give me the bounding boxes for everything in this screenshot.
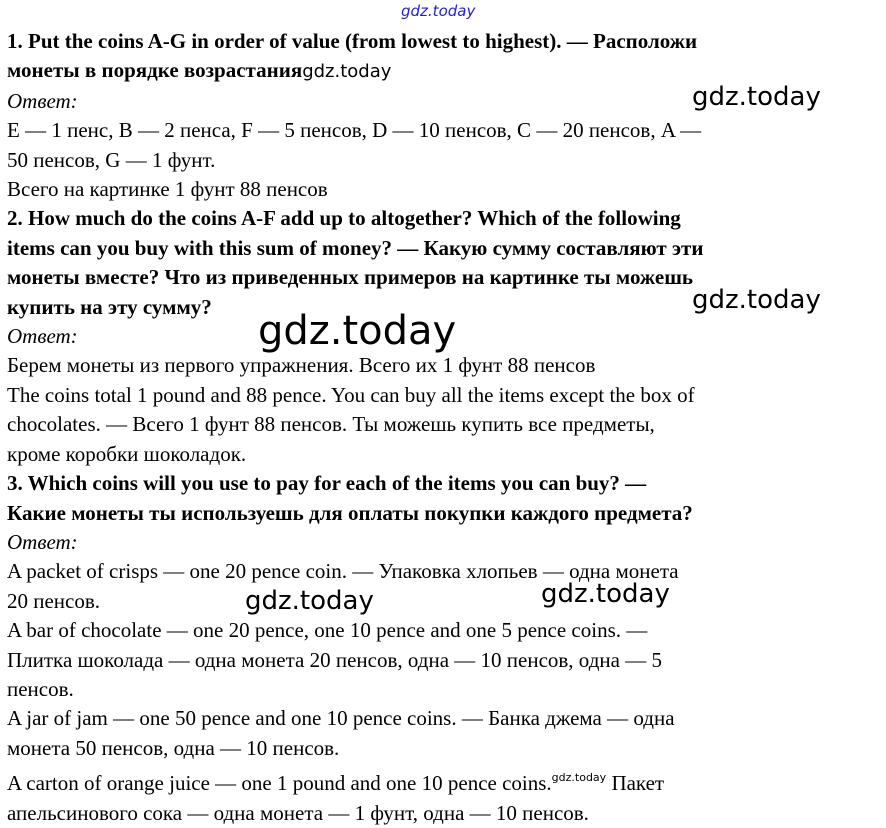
answer-1-line-3: Всего на картинке 1 фунт 88 пенсов [7, 177, 328, 202]
answer-3-line-8-text: A carton of orange juice — one 1 pound and one 10 pence coins. [7, 771, 552, 796]
answer-2-line-1: Берем монеты из первого упражнения. Всего их 1 фунт 88 пенсов [7, 353, 596, 378]
answer-3-line-8-tail: Пакет [606, 771, 665, 796]
question-2-line-4: купить на эту сумму? [7, 294, 212, 319]
question-3-line-2: Какие монеты ты используешь для оплаты покупки каждого предмета? [7, 500, 693, 525]
watermark-1: gdz.today [692, 82, 821, 112]
answer-3-line-5: пенсов. [7, 676, 74, 701]
answer-2-line-3: chocolates. — Всего 1 фунт 88 пенсов. Ты можешь купить все предметы, [7, 412, 655, 437]
watermark-2: gdz.today [692, 285, 821, 315]
answer-3-line-7: монета 50 пенсов, одна — 10 пенсов. [7, 735, 340, 760]
watermark-large: gdz.today [258, 308, 457, 354]
answer-2-line-2: The coins total 1 pound and 88 pence. You can buy all the items except the box of [7, 382, 695, 407]
watermark-small: gdz.today [551, 771, 607, 785]
watermark-inline: gdz.today [302, 61, 392, 83]
question-1-line-2-text: монеты в порядке возрастания [7, 58, 303, 83]
answer-label-1: Ответ: [7, 88, 78, 113]
question-2-line-2: items can you buy with this sum of money? — Какую сумму составляют эти [7, 235, 704, 260]
answer-3-line-2: 20 пенсов. [7, 588, 101, 613]
answer-2-line-4: кроме коробки шоколадок. [7, 441, 247, 466]
question-2-line-3: монеты вместе? Что из приведенных примеров на картинке ты можешь [7, 265, 694, 290]
answer-3-line-8 [7, 763, 879, 798]
question-2-line-1: 2. How much do the coins A-F add up to altogether? Which of the following [7, 206, 681, 231]
answer-3-line-3: A bar of chocolate — one 20 pence, one 10 pence and one 5 pence coins. — [7, 618, 648, 643]
question-1-line-1: 1. Put the coins A-G in order of value (from lowest to highest). — Расположи [7, 29, 698, 53]
watermark-top: gdz.today [401, 2, 476, 20]
watermark-3: gdz.today [245, 586, 374, 616]
answer-3-line-9: апельсинового сока — одна монета — 1 фунт, одна — 10 пенсов. [7, 800, 589, 825]
answer-1-line-2: 50 пенсов, G — 1 фунт. [7, 147, 216, 172]
question-3-line-1: 3. Which coins will you use to pay for each of the items you can buy? — [7, 471, 647, 496]
answer-3-line-4: Плитка шоколада — одна монета 20 пенсов, одна — 10 пенсов, одна — 5 [7, 647, 662, 672]
answer-3-line-6: A jar of jam — one 50 pence and one 10 pence coins. — Банка джема — одна [7, 706, 675, 731]
watermark-4: gdz.today [541, 579, 670, 609]
document-body [7, 27, 879, 828]
answer-3-line-1: A packet of crisps — one 20 pence coin. — Упаковка хлопьев — одна монета [7, 559, 679, 584]
answer-label-3: Ответ: [7, 529, 78, 554]
answer-1-line-1: E — 1 пенс, B — 2 пенса, F — 5 пенсов, D — 10 пенсов, C — 20 пенсов, A — [7, 118, 702, 143]
answer-label-2: Ответ: [7, 324, 78, 349]
